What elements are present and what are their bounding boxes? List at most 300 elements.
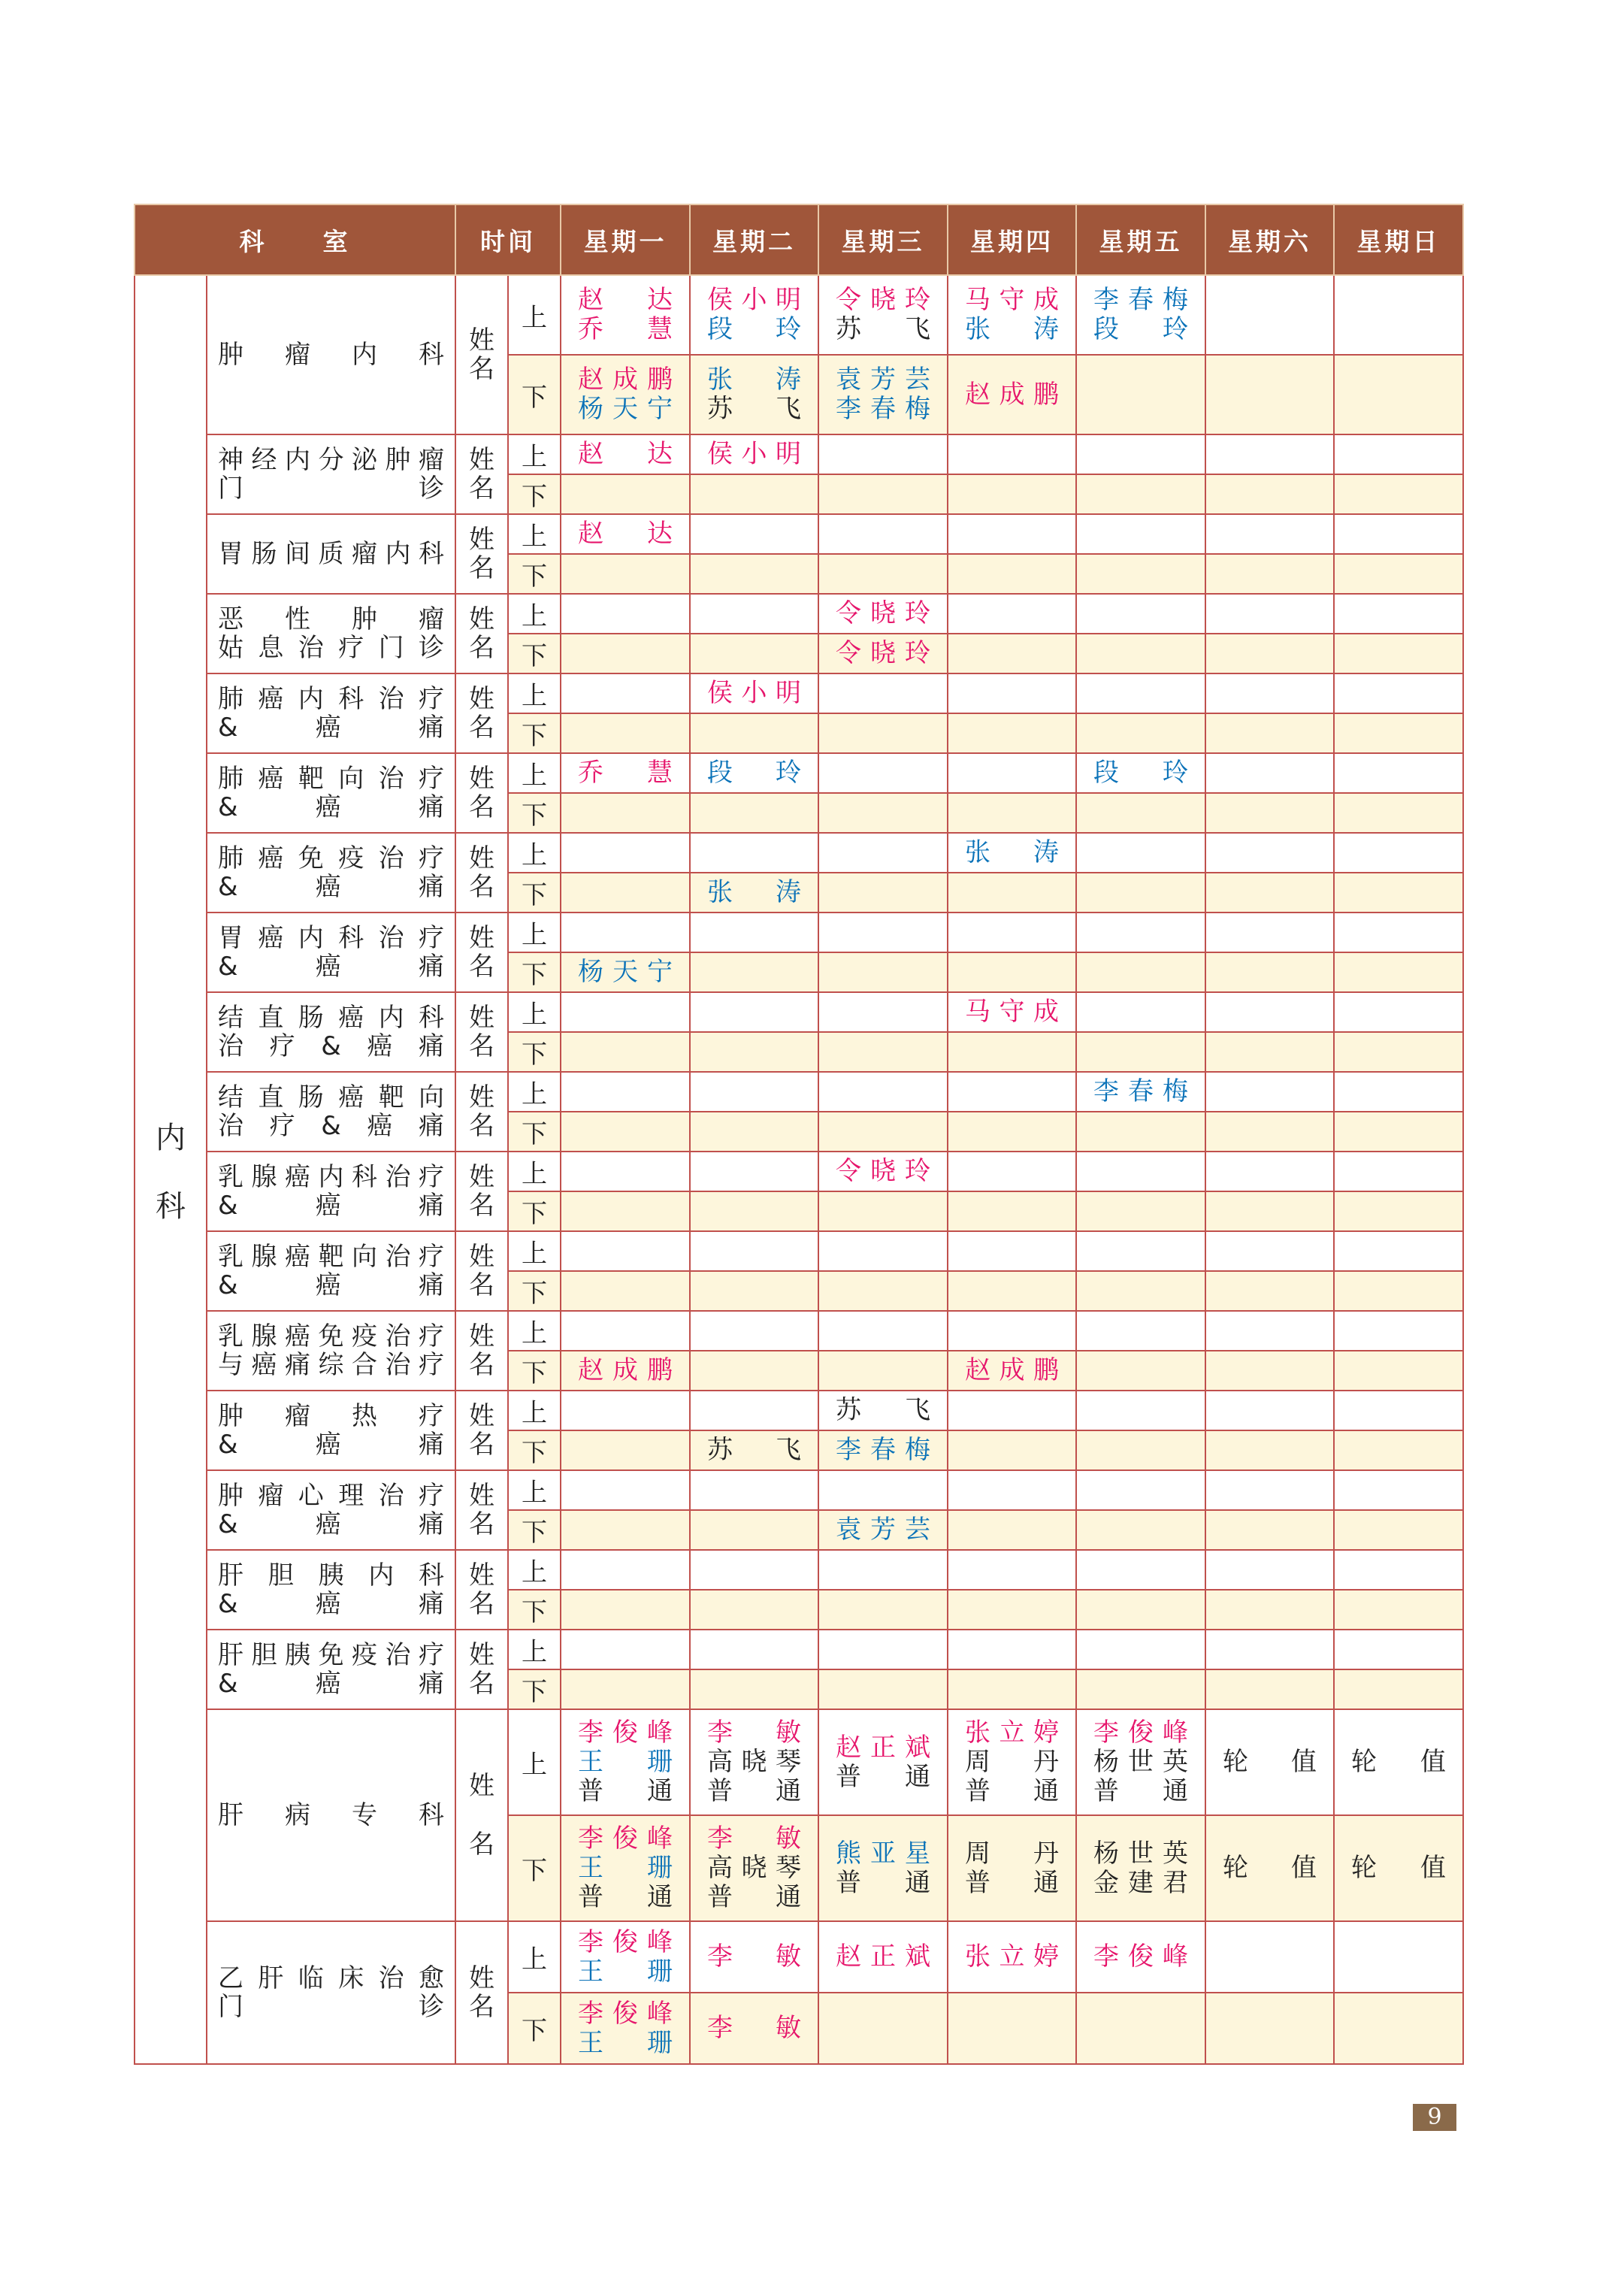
schedule-cell [1076, 1032, 1205, 1072]
schedule-cell [690, 1351, 818, 1391]
xingming-char: 名 [469, 1509, 494, 1539]
doctor-name: 侯小明 [707, 678, 801, 708]
doctor-name: 普 通 [836, 1867, 930, 1898]
xingming-char: 姓 [469, 325, 494, 356]
pm-label: 下 [508, 474, 561, 514]
department-name-line: & 癌 痛 [218, 1509, 444, 1539]
pm-label: 下 [508, 554, 561, 594]
xingming-char: 姓 [469, 923, 494, 953]
department-name [207, 1630, 455, 1709]
doctor-name: 周 丹 [965, 1838, 1059, 1869]
schedule-cell [1205, 1311, 1334, 1351]
am-row [135, 1311, 1463, 1351]
schedule-cell [1076, 1191, 1205, 1231]
schedule-cell [1334, 1072, 1463, 1112]
doctor-name: 李春梅 [1093, 1076, 1188, 1106]
doctor-name: 轮 值 [1351, 1747, 1446, 1777]
schedule-cell [948, 434, 1076, 474]
am-row [135, 753, 1463, 793]
schedule-cell [818, 1191, 948, 1231]
schedule-cell [818, 1072, 948, 1112]
schedule-cell [1334, 634, 1463, 673]
doctor-name: 杨天宁 [578, 394, 673, 424]
pm-label: 下 [508, 793, 561, 833]
schedule-cell [1334, 1510, 1463, 1550]
schedule-cell [1205, 1590, 1334, 1630]
doctor-name: 李 敏 [707, 2013, 801, 2043]
schedule-cell [1205, 992, 1334, 1032]
schedule-cell [1334, 913, 1463, 952]
xingming-char: 名 [469, 354, 494, 384]
schedule-cell [1076, 992, 1205, 1032]
xingming-cell [455, 1311, 508, 1391]
schedule-cell [1076, 594, 1205, 634]
xingming-cell [455, 1470, 508, 1550]
schedule-cell [948, 554, 1076, 594]
department-name-line: & 癌 痛 [218, 1669, 444, 1699]
schedule-cell [1334, 673, 1463, 713]
schedule-cell [818, 1231, 948, 1271]
xingming-cell [455, 833, 508, 913]
schedule-cell [818, 992, 948, 1032]
schedule-cell [690, 634, 818, 673]
schedule-cell [818, 355, 948, 434]
xingming-char: 姓 [469, 1162, 494, 1192]
am-row [135, 434, 1463, 474]
schedule-cell [1205, 1550, 1334, 1590]
department-name [207, 1072, 455, 1152]
schedule-cell [1076, 1470, 1205, 1510]
schedule-cell [818, 1590, 948, 1630]
schedule-cell [1205, 355, 1334, 434]
doctor-name: 王 珊 [578, 2027, 673, 2058]
schedule-cell [561, 753, 690, 793]
schedule-cell [1205, 434, 1334, 474]
page-number: 9 [1413, 2104, 1456, 2131]
doctor-name: 普 通 [1093, 1776, 1188, 1806]
doctor-name: 王 珊 [578, 1747, 673, 1777]
am-row [135, 673, 1463, 713]
schedule-cell [1076, 793, 1205, 833]
xingming-cell [455, 1072, 508, 1152]
am-label: 上 [508, 673, 561, 713]
schedule-cell [690, 673, 818, 713]
time-header: 时间 [455, 204, 561, 275]
schedule-cell [1205, 673, 1334, 713]
schedule-cell [818, 1032, 948, 1072]
schedule-cell [1205, 1815, 1334, 1921]
doctor-name: 普 通 [836, 1761, 930, 1792]
department-name [207, 673, 455, 753]
doctor-name: 张立婷 [965, 1942, 1059, 1972]
schedule-cell [1334, 992, 1463, 1032]
schedule-cell [818, 554, 948, 594]
department-name-line: 肝 胆 胰 内 科 [218, 1560, 444, 1590]
schedule-cell [690, 554, 818, 594]
schedule-cell [1334, 1311, 1463, 1351]
am-row [135, 992, 1463, 1032]
schedule-cell [1076, 952, 1205, 992]
schedule-cell [818, 434, 948, 474]
schedule-body [135, 275, 1463, 2064]
schedule-cell [690, 1231, 818, 1271]
department-name [207, 1311, 455, 1391]
doctor-name: 张 涛 [707, 365, 801, 395]
xingming-cell [455, 434, 508, 514]
schedule-cell [1334, 434, 1463, 474]
am-row [135, 833, 1463, 873]
schedule-cell [1334, 1271, 1463, 1311]
department-name [207, 594, 455, 673]
schedule-cell [561, 1271, 690, 1311]
schedule-cell [948, 1921, 1076, 1993]
xingming-char: 姓 [469, 1771, 494, 1801]
xingming-char: 名 [469, 1191, 494, 1221]
schedule-cell [818, 1815, 948, 1921]
department-name-line: & 癌 痛 [218, 1191, 444, 1221]
schedule-cell [1334, 275, 1463, 355]
department-name [207, 1231, 455, 1311]
xingming-cell [455, 992, 508, 1072]
schedule-cell [818, 1993, 948, 2064]
doctor-name: 赵成鹏 [578, 1355, 673, 1385]
doctor-name: 马守成 [965, 997, 1059, 1027]
doctor-name: 普 通 [965, 1776, 1059, 1806]
doctor-name: 侯小明 [707, 439, 801, 469]
doctor-name: 侯小明 [707, 285, 801, 315]
schedule-cell [690, 1993, 818, 2064]
am-row [135, 1630, 1463, 1669]
pm-label: 下 [508, 1590, 561, 1630]
dept-header: 科 室 [135, 204, 455, 275]
doctor-name: 李春梅 [836, 1435, 930, 1465]
schedule-cell [948, 1430, 1076, 1470]
doctor-name: 王 珊 [578, 1853, 673, 1883]
xingming-char: 名 [469, 1111, 494, 1141]
am-label: 上 [508, 1311, 561, 1351]
doctor-name: 赵 达 [578, 519, 673, 549]
doctor-name: 李俊峰 [578, 1926, 673, 1957]
day-header: 星期二 [690, 204, 818, 275]
schedule-cell [1334, 793, 1463, 833]
schedule-cell [561, 1709, 690, 1815]
am-label: 上 [508, 1630, 561, 1669]
schedule-cell [1076, 1231, 1205, 1271]
schedule-cell [1334, 753, 1463, 793]
schedule-cell [690, 594, 818, 634]
doctor-name: 令晓玲 [836, 1156, 930, 1186]
xingming-cell [455, 913, 508, 992]
day-header: 星期五 [1076, 204, 1205, 275]
schedule-cell [690, 1112, 818, 1152]
xingming-cell [455, 1550, 508, 1630]
doctor-name: 李春梅 [1093, 285, 1188, 315]
department-name-line: 乳腺癌内科治疗 [218, 1162, 444, 1192]
am-row [135, 1391, 1463, 1430]
schedule-cell [1205, 873, 1334, 913]
schedule-cell [1334, 1993, 1463, 2064]
department-name [207, 275, 455, 434]
department-name-line: & 癌 痛 [218, 1270, 444, 1300]
department-name-line: 结直肠癌内科 [218, 1003, 444, 1033]
schedule-cell [1334, 1152, 1463, 1191]
schedule-cell [1076, 1351, 1205, 1391]
schedule-cell [1334, 554, 1463, 594]
schedule-cell [1334, 1391, 1463, 1430]
department-name-line: 结直肠癌靶向 [218, 1082, 444, 1112]
xingming-cell [455, 594, 508, 673]
schedule-cell [1205, 1191, 1334, 1231]
schedule-cell [948, 634, 1076, 673]
schedule-cell [1205, 275, 1334, 355]
xingming-char: 姓 [469, 1242, 494, 1272]
schedule-cell [948, 913, 1076, 952]
doctor-name: 赵成鹏 [965, 1355, 1059, 1385]
schedule-cell [1334, 873, 1463, 913]
schedule-cell [561, 1550, 690, 1590]
schedule-cell [690, 1152, 818, 1191]
am-row [135, 1072, 1463, 1112]
schedule-cell [1205, 913, 1334, 952]
department-name-line: & 癌 痛 [218, 1589, 444, 1619]
schedule-cell [948, 1271, 1076, 1311]
am-label: 上 [508, 1391, 561, 1430]
pm-label: 下 [508, 1669, 561, 1709]
schedule-cell [948, 952, 1076, 992]
doctor-name: 苏 飞 [707, 394, 801, 424]
pm-label: 下 [508, 1112, 561, 1152]
department-name [207, 1152, 455, 1231]
schedule-cell [561, 275, 690, 355]
doctor-name: 段 玲 [1093, 758, 1188, 788]
schedule-cell [561, 793, 690, 833]
am-row [135, 1152, 1463, 1191]
department-name-line: 乳腺癌靶向治疗 [218, 1242, 444, 1272]
schedule-cell [690, 713, 818, 753]
am-label: 上 [508, 1709, 561, 1815]
pm-label: 下 [508, 873, 561, 913]
xingming-cell [455, 1921, 508, 2064]
department-name [207, 1470, 455, 1550]
schedule-cell [561, 434, 690, 474]
schedule-cell [948, 753, 1076, 793]
schedule-cell [1205, 1470, 1334, 1510]
department-name-line: 胃肠间质瘤内科 [218, 539, 444, 569]
xingming-char: 名 [469, 553, 494, 583]
schedule-cell [690, 514, 818, 554]
day-header: 星期日 [1334, 204, 1463, 275]
xingming-char: 姓 [469, 1560, 494, 1590]
pm-label: 下 [508, 1191, 561, 1231]
xingming-cell [455, 275, 508, 434]
doctor-name: 熊亚星 [836, 1838, 930, 1869]
schedule-cell [818, 1152, 948, 1191]
schedule-cell [1205, 1993, 1334, 2064]
doctor-name: 乔 慧 [578, 314, 673, 344]
schedule-cell [948, 873, 1076, 913]
day-header: 星期三 [818, 204, 948, 275]
day-header: 星期四 [948, 204, 1076, 275]
schedule-cell [1205, 1072, 1334, 1112]
xingming-char: 名 [469, 633, 494, 663]
pm-label: 下 [508, 1993, 561, 2064]
doctor-name: 杨天宁 [578, 957, 673, 987]
schedule-cell [948, 1630, 1076, 1669]
doctor-name: 李俊峰 [578, 1718, 673, 1748]
schedule-cell [561, 1630, 690, 1669]
xingming-char: 姓 [469, 1401, 494, 1431]
schedule-cell [1205, 594, 1334, 634]
doctor-name: 赵 达 [578, 439, 673, 469]
schedule-cell [1076, 634, 1205, 673]
schedule-cell [561, 514, 690, 554]
schedule-cell [1334, 1630, 1463, 1669]
schedule-cell [948, 713, 1076, 753]
schedule-cell [1076, 1590, 1205, 1630]
schedule-cell [561, 1391, 690, 1430]
schedule-cell [1205, 1669, 1334, 1709]
schedule-cell [818, 753, 948, 793]
schedule-cell [948, 1590, 1076, 1630]
schedule-cell [1334, 355, 1463, 434]
schedule-cell [948, 594, 1076, 634]
doctor-name: 袁芳芸 [836, 1515, 930, 1545]
xingming-char: 姓 [469, 1963, 494, 1993]
department-name-line: 肝胆胰免疫治疗 [218, 1640, 444, 1670]
am-row [135, 1709, 1463, 1815]
schedule-cell [561, 594, 690, 634]
department-name-line: 治疗&癌痛 [218, 1111, 444, 1141]
doctor-name: 张 涛 [707, 877, 801, 907]
schedule-cell [1205, 1231, 1334, 1271]
doctor-name: 段 玲 [707, 758, 801, 788]
schedule-cell [561, 1430, 690, 1470]
am-row [135, 1550, 1463, 1590]
schedule-cell [561, 1510, 690, 1550]
department-name-line: 姑息治疗门诊 [218, 633, 444, 663]
schedule-cell [690, 952, 818, 992]
xingming-char: 姓 [469, 1003, 494, 1033]
am-row [135, 1470, 1463, 1510]
schedule-cell [1334, 1669, 1463, 1709]
schedule-cell [690, 1921, 818, 1993]
doctor-name: 苏 飞 [836, 314, 930, 344]
schedule-cell [818, 673, 948, 713]
schedule-cell [1334, 474, 1463, 514]
doctor-name: 普 通 [965, 1867, 1059, 1898]
schedule-cell [948, 992, 1076, 1032]
schedule-cell [948, 1669, 1076, 1709]
schedule-cell [1205, 474, 1334, 514]
doctor-name: 赵成鹏 [965, 379, 1059, 410]
department-name-line: & 癌 痛 [218, 872, 444, 902]
schedule-cell [1076, 434, 1205, 474]
schedule-cell [690, 1510, 818, 1550]
am-label: 上 [508, 1470, 561, 1510]
schedule-cell [690, 1391, 818, 1430]
xingming-cell [455, 1152, 508, 1231]
doctor-name: 赵成鹏 [578, 365, 673, 395]
schedule-cell [1076, 1510, 1205, 1550]
schedule-cell [1205, 1152, 1334, 1191]
doctor-name: 轮 值 [1223, 1747, 1317, 1777]
doctor-name: 令晓玲 [836, 285, 930, 315]
schedule-table [134, 204, 1464, 2065]
schedule-cell [948, 1470, 1076, 1510]
schedule-cell [948, 1709, 1076, 1815]
schedule-cell [1076, 873, 1205, 913]
doctor-name: 乔 慧 [578, 758, 673, 788]
schedule-cell [948, 1351, 1076, 1391]
schedule-cell [948, 1550, 1076, 1590]
xingming-char: 姓 [469, 1082, 494, 1112]
schedule-cell [948, 275, 1076, 355]
schedule-cell [1076, 554, 1205, 594]
schedule-cell [1076, 1709, 1205, 1815]
schedule-cell [1205, 1391, 1334, 1430]
am-row [135, 1231, 1463, 1271]
doctor-name: 张立婷 [965, 1718, 1059, 1748]
schedule-cell [1334, 1112, 1463, 1152]
schedule-cell [1334, 1351, 1463, 1391]
xingming-char: 姓 [469, 525, 494, 555]
schedule-cell [1205, 554, 1334, 594]
department-name-line: 门 诊 [218, 474, 444, 504]
doctor-name: 马守成 [965, 285, 1059, 315]
doctor-name: 普 通 [707, 1882, 801, 1912]
schedule-cell [948, 1112, 1076, 1152]
department-name-line: 门 诊 [218, 1992, 444, 2022]
am-label: 上 [508, 753, 561, 793]
xingming-char: 姓 [469, 1321, 494, 1351]
schedule-cell [561, 1152, 690, 1191]
department-name-line: 肺癌靶向治疗 [218, 764, 444, 794]
schedule-cell [1076, 1152, 1205, 1191]
schedule-cell [561, 713, 690, 753]
department-name [207, 913, 455, 992]
schedule-cell [1076, 1391, 1205, 1430]
schedule-cell [818, 1391, 948, 1430]
am-label: 上 [508, 1550, 561, 1590]
doctor-name: 王 珊 [578, 1956, 673, 1987]
schedule-cell [948, 1191, 1076, 1231]
schedule-cell [1205, 1510, 1334, 1550]
schedule-cell [561, 1993, 690, 2064]
am-label: 上 [508, 1921, 561, 1993]
schedule-cell [818, 1550, 948, 1590]
xingming-char: 姓 [469, 445, 494, 475]
schedule-cell [690, 1191, 818, 1231]
schedule-cell [948, 793, 1076, 833]
schedule-cell [818, 952, 948, 992]
schedule-cell [1334, 1921, 1463, 1993]
am-label: 上 [508, 1152, 561, 1191]
department-name [207, 753, 455, 833]
category-char: 科 [156, 1189, 186, 1224]
department-name-line: 乙肝临床治愈 [218, 1963, 444, 1993]
schedule-cell [1334, 1590, 1463, 1630]
xingming-char: 名 [469, 474, 494, 504]
schedule-cell [1205, 1271, 1334, 1311]
pm-label: 下 [508, 1510, 561, 1550]
schedule-cell [948, 1072, 1076, 1112]
schedule-cell [690, 992, 818, 1032]
schedule-cell [1334, 1470, 1463, 1510]
schedule-cell [1205, 713, 1334, 753]
schedule-cell [1205, 1351, 1334, 1391]
xingming-char: 姓 [469, 684, 494, 714]
schedule-cell [690, 753, 818, 793]
